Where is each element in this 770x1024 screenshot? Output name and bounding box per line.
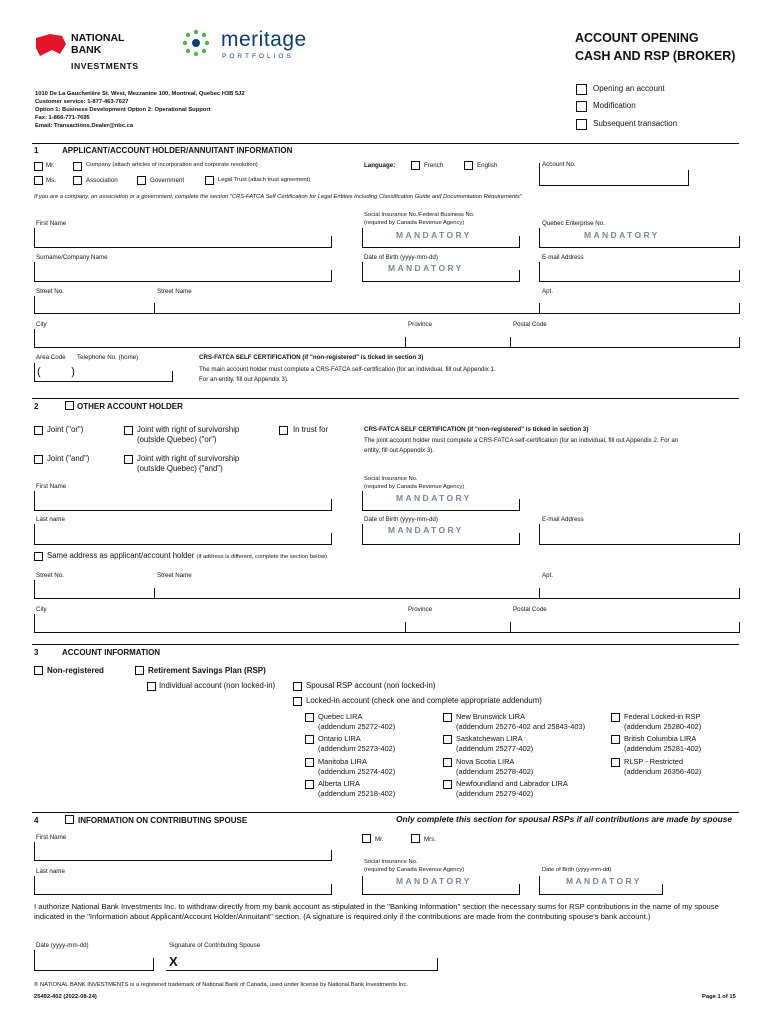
address-line: Fax: 1-866-771-7695: [35, 115, 90, 121]
nbi-logo-line2: BANK: [71, 44, 102, 56]
ms-checkbox[interactable]: [34, 176, 43, 185]
s2-sin-mandatory: MANDATORY: [396, 493, 472, 503]
opening-account-checkbox[interactable]: [576, 84, 587, 95]
section1-divider: [32, 143, 739, 144]
s4-sin-sub: (required by Canada Revenue Agency): [364, 867, 465, 873]
s2-city-label: City: [36, 606, 47, 613]
postal-label: Postal Code: [513, 321, 547, 328]
section4-divider: [32, 812, 739, 813]
s4-dob-field[interactable]: [539, 894, 663, 895]
subsequent-transaction-label: Subsequent transaction: [593, 119, 678, 128]
surname-field[interactable]: [34, 281, 332, 282]
s2-last-name-label: Last name: [36, 516, 65, 523]
section4-number: 4: [34, 816, 39, 825]
ontario-lira-checkbox[interactable]: [305, 735, 314, 744]
s4-dob-label: Date of Birth (yyyy-mm-dd): [542, 867, 612, 873]
lira-addendum: (addendum 25273-402): [318, 744, 396, 753]
s4-date-label: Date (yyyy-mm-dd): [36, 942, 89, 949]
quebec-enterprise-mandatory: MANDATORY: [584, 230, 660, 240]
meritage-sub: PORTFOLIOS: [222, 53, 294, 60]
lira-name: British Columbia LIRA: [624, 734, 697, 743]
telephone-field[interactable]: [34, 381, 173, 382]
city-field[interactable]: [34, 347, 740, 348]
s2-sin-label: Social Insurance No.: [364, 476, 418, 482]
s4-first-name-label: First Name: [36, 834, 67, 841]
contributing-spouse-checkbox[interactable]: [65, 815, 74, 824]
nbi-logo-line3: INVESTMENTS: [71, 61, 139, 71]
jrs-or-label-2: (outside Quebec) ("or"): [137, 435, 217, 444]
jrs-and-checkbox[interactable]: [124, 455, 133, 464]
section4-title: INFORMATION ON CONTRIBUTING SPOUSE: [78, 816, 248, 825]
surname-label: Surname/Company Name: [36, 254, 108, 261]
meritage-name: meritage: [221, 28, 307, 51]
s4-dob-mandatory: MANDATORY: [566, 876, 642, 886]
lira-name: Nova Scotia LIRA: [456, 757, 515, 766]
rlsp-restricted-checkbox[interactable]: [611, 758, 620, 767]
s4-signature-label: Signature of Contributing Spouse: [169, 942, 261, 949]
sin-field[interactable]: [362, 247, 520, 248]
opening-account-label: Opening an account: [593, 84, 665, 93]
lira-addendum: (addendum 25279-402): [456, 789, 534, 798]
meritage-logo-icon: [181, 28, 211, 58]
street-name-label: Street Name: [157, 288, 192, 295]
lira-name: Manitoba LIRA: [318, 757, 367, 766]
telephone-label: Telephone No. (home): [77, 354, 139, 361]
s2-dob-mandatory: MANDATORY: [388, 525, 464, 535]
individual-account-label: Individual account (non locked-in): [159, 681, 276, 690]
joint-or-label: Joint ("or"): [47, 425, 84, 434]
apt-label: Apt.: [542, 288, 554, 295]
lira-name: Newfoundland and Labrador LIRA: [456, 779, 568, 788]
trademark-note: ® NATIONAL BANK INVESTMENTS is a registered trademark of National Bank of Canada, used under license by National Bank Investments Inc.: [34, 982, 408, 988]
section2-divider: [32, 398, 739, 399]
sin-label: Social Insurance No./Federal Business No.: [364, 212, 475, 218]
jrs-or-checkbox[interactable]: [124, 426, 133, 435]
section1-title: APPLICANT/ACCOUNT HOLDER/ANNUITANT INFORMATION: [62, 146, 293, 155]
jrs-and-label-1: Joint with right of survivorship: [137, 454, 240, 463]
s2-province-label: Province: [408, 606, 433, 613]
english-checkbox[interactable]: [464, 161, 473, 170]
s4-sin-mandatory: MANDATORY: [396, 876, 472, 886]
lira-addendum: (addendum 25274-402): [318, 767, 396, 776]
mr-label: Mr.: [46, 162, 55, 169]
alberta-lira-checkbox[interactable]: [305, 780, 314, 789]
non-registered-label: Non-registered: [47, 666, 104, 675]
association-checkbox[interactable]: [73, 176, 82, 185]
locked-in-checkbox[interactable]: [293, 697, 302, 706]
crs-line2-s2: entity, fill out Appendix 3).: [364, 447, 435, 454]
individual-account-checkbox[interactable]: [147, 682, 156, 691]
s2-sin-sub: (required by Canada Revenue Agency): [364, 484, 465, 490]
bc-lira-checkbox[interactable]: [611, 735, 620, 744]
crs-line1-s2: The joint account holder must complete a CRS-FATCA self-certification (for an individual, fill out Appendix 2. For an: [364, 437, 679, 444]
address-line: Option 1: Business Development Option 2: Operational Support: [35, 107, 211, 113]
government-label: Government: [150, 177, 185, 184]
company-checkbox[interactable]: [73, 162, 82, 171]
sin-sub: (required by Canada Revenue Agency): [364, 220, 465, 226]
lira-name: New Brunswick LIRA: [456, 712, 525, 721]
lira-name: RLSP - Restricted: [624, 757, 684, 766]
quebec-enterprise-field[interactable]: [539, 247, 740, 248]
s2-dob-label: Date of Birth (yyyy-mm-dd): [364, 516, 438, 523]
new-brunswick-lira-checkbox[interactable]: [443, 713, 452, 722]
joint-and-label: Joint ("and"): [47, 454, 90, 463]
s2-sin-field[interactable]: [362, 510, 520, 511]
same-address-checkbox[interactable]: [34, 552, 43, 561]
section3-divider: [32, 644, 739, 645]
s4-mrs-checkbox[interactable]: [411, 834, 420, 843]
lira-addendum: (addendum 25272-402): [318, 722, 396, 731]
lira-addendum: (addendum 25278-402): [456, 767, 534, 776]
s2-email-field[interactable]: [539, 544, 740, 545]
sin-mandatory: MANDATORY: [396, 230, 472, 240]
locked-in-label: Locked-in account (check one and complete appropriate addendum): [306, 696, 542, 705]
dob-label: Date of Birth (yyyy-mm-dd): [364, 254, 438, 261]
in-trust-checkbox[interactable]: [279, 426, 288, 435]
s2-first-name-field[interactable]: [34, 510, 332, 511]
association-label: Association: [86, 177, 118, 184]
entity-note: If you are a company, an association or a government, complete the section "CRS-FATCA Self Certification for Legal Entities Including Classification Guide and Documentation Requirements": [34, 194, 522, 200]
s2-first-name-label: First Name: [36, 483, 67, 490]
lira-name: Federal Locked-in RSP: [624, 712, 701, 721]
jrs-and-label-2: (outside Quebec) ("and"): [137, 464, 223, 473]
non-registered-checkbox[interactable]: [34, 666, 43, 675]
crs-line1-s1: The main account holder must complete a CRS-FATCA self-certification (for an individual, fill out Appendix 1.: [199, 366, 496, 373]
crs-title-s2: CRS-FATCA SELF CERTIFICATION (if "non-registered" is ticked in section 3): [364, 426, 589, 433]
french-checkbox[interactable]: [411, 161, 420, 170]
account-no-field[interactable]: [539, 185, 689, 186]
s4-mrs-label: Mrs.: [424, 836, 437, 843]
modification-checkbox[interactable]: [576, 101, 587, 112]
form-title-line2: CASH AND RSP (BROKER): [575, 49, 736, 63]
newfoundland-lira-checkbox[interactable]: [443, 780, 452, 789]
english-label: English: [477, 162, 498, 169]
company-label: Company (attach articles of incorporation and corporate resolution): [86, 162, 258, 168]
province-label: Province: [408, 321, 433, 328]
lira-name: Saskatchewan LIRA: [456, 734, 523, 743]
in-trust-label: In trust for: [293, 425, 329, 434]
lira-addendum: (addendum 25276-402 and 25843-403): [456, 722, 586, 731]
jrs-or-label-1: Joint with right of survivorship: [137, 425, 240, 434]
email-label: E-mail Address: [542, 254, 584, 261]
s2-dob-field[interactable]: [362, 544, 520, 545]
area-code-label: Area Code: [36, 354, 66, 361]
same-address-text: Same address as applicant/account holder: [47, 551, 195, 560]
dob-mandatory: MANDATORY: [388, 263, 464, 273]
lira-addendum: (addendum 25218-402): [318, 789, 396, 798]
section4-note: Only complete this section for spousal RSPs if all contributions are made by spouse: [396, 814, 733, 824]
city-label: City: [36, 321, 47, 328]
area-code-parens: ( ): [37, 366, 75, 378]
spousal-rsp-label: Spousal RSP account (non locked-in): [306, 681, 436, 690]
form-number: 25492-402 (2022-08-24): [34, 994, 97, 1000]
s4-mr-checkbox[interactable]: [362, 834, 371, 843]
lira-addendum: (addendum 26356-402): [624, 767, 702, 776]
crs-title-s1: CRS-FATCA SELF CERTIFICATION (if "non-registered" is ticked in section 3): [199, 354, 424, 361]
s4-mr-label: Mr.: [375, 836, 384, 843]
modification-label: Modification: [593, 101, 636, 110]
federal-locked-in-rsp-checkbox[interactable]: [611, 713, 620, 722]
form-title-line1: ACCOUNT OPENING: [575, 31, 699, 45]
legal-trust-label: Legal Trust (attach trust agreement): [218, 177, 311, 183]
lira-name: Ontario LIRA: [318, 734, 361, 743]
spousal-rsp-checkbox[interactable]: [293, 682, 302, 691]
same-address-note: (if address is different, complete the section below): [196, 554, 327, 560]
ms-label: Ms.: [46, 177, 56, 184]
government-checkbox[interactable]: [137, 176, 146, 185]
lira-name: Quebec LIRA: [318, 712, 363, 721]
s2-street-no-label: Street No.: [36, 572, 64, 579]
first-name-field[interactable]: [34, 247, 332, 248]
manitoba-lira-checkbox[interactable]: [305, 758, 314, 767]
section2-title: OTHER ACCOUNT HOLDER: [77, 402, 183, 411]
quebec-lira-checkbox[interactable]: [305, 713, 314, 722]
same-address-label: [47, 552, 327, 561]
s2-city-field[interactable]: [34, 632, 740, 633]
signature-x: X: [169, 954, 178, 969]
language-label: Language:: [364, 162, 396, 169]
legal-trust-checkbox[interactable]: [205, 176, 214, 185]
subsequent-transaction-checkbox[interactable]: [576, 119, 587, 130]
street-field[interactable]: [34, 313, 740, 314]
first-name-label: First Name: [36, 220, 67, 227]
french-label: French: [424, 162, 444, 169]
nbi-logo-icon: [34, 32, 68, 58]
quebec-enterprise-label: Quebec Enterprise No.: [542, 220, 605, 227]
rsp-checkbox[interactable]: [135, 666, 144, 675]
mr-checkbox[interactable]: [34, 162, 43, 171]
s2-street-name-label: Street Name: [157, 572, 192, 579]
s4-last-name-label: Last name: [36, 868, 65, 875]
dob-field[interactable]: [362, 281, 520, 282]
section2-number: 2: [34, 402, 39, 411]
other-holder-checkbox[interactable]: [65, 401, 74, 410]
section1-number: 1: [34, 146, 39, 155]
email-field[interactable]: [539, 281, 740, 282]
s4-signature-field[interactable]: [166, 970, 438, 971]
joint-and-checkbox[interactable]: [34, 455, 43, 464]
page-number: Page 1 of 15: [702, 994, 736, 1000]
lira-name: Alberta LIRA: [318, 779, 360, 788]
account-no-label: Account No.: [542, 161, 576, 168]
address-line: Customer service: 1-877-463-7627: [35, 99, 129, 105]
s2-last-name-field[interactable]: [34, 544, 332, 545]
section3-number: 3: [34, 648, 39, 657]
s2-street-field[interactable]: [34, 598, 740, 599]
lira-addendum: (addendum 25281-402): [624, 744, 702, 753]
lira-addendum: (addendum 25280-402): [624, 722, 702, 731]
street-no-label: Street No.: [36, 288, 64, 295]
s4-first-name-field[interactable]: [34, 860, 332, 861]
nbi-logo-line1: NATIONAL: [71, 32, 125, 44]
authorization-text: I authorize National Bank Investments Inc. to withdraw directly from my bank account as stipulated in the "Banking Information" section the necessary sums for RSP contributions in the name of my spouse indicated in the "Information about Applicant/Account Holder/Annuitant" section. (A signature is required only if the contributions are made from the contributing spouse's bank account.): [34, 902, 719, 922]
crs-line2-s1: For an entity, fill out Appendix 3).: [199, 376, 289, 383]
joint-or-checkbox[interactable]: [34, 426, 43, 435]
s2-email-label: E-mail Address: [542, 516, 584, 523]
s4-date-field[interactable]: [34, 970, 154, 971]
s2-postal-label: Postal Code: [513, 606, 547, 613]
s4-last-name-field[interactable]: [34, 894, 332, 895]
rsp-label: Retirement Savings Plan (RSP): [148, 666, 266, 675]
section3-title: ACCOUNT INFORMATION: [62, 648, 161, 657]
s2-apt-label: Apt.: [542, 572, 554, 579]
s4-sin-field[interactable]: [362, 894, 520, 895]
nova-scotia-lira-checkbox[interactable]: [443, 758, 452, 767]
saskatchewan-lira-checkbox[interactable]: [443, 735, 452, 744]
address-line: 1010 De La Gauchetière St. West, Mezzanine 100, Montreal, Quebec H3B 5J2: [35, 91, 245, 97]
lira-addendum: (addendum 25277-402): [456, 744, 534, 753]
address-line: Email: Transactions.Dealer@nbc.ca: [35, 123, 134, 129]
s4-sin-label: Social Insurance No.: [364, 859, 418, 865]
